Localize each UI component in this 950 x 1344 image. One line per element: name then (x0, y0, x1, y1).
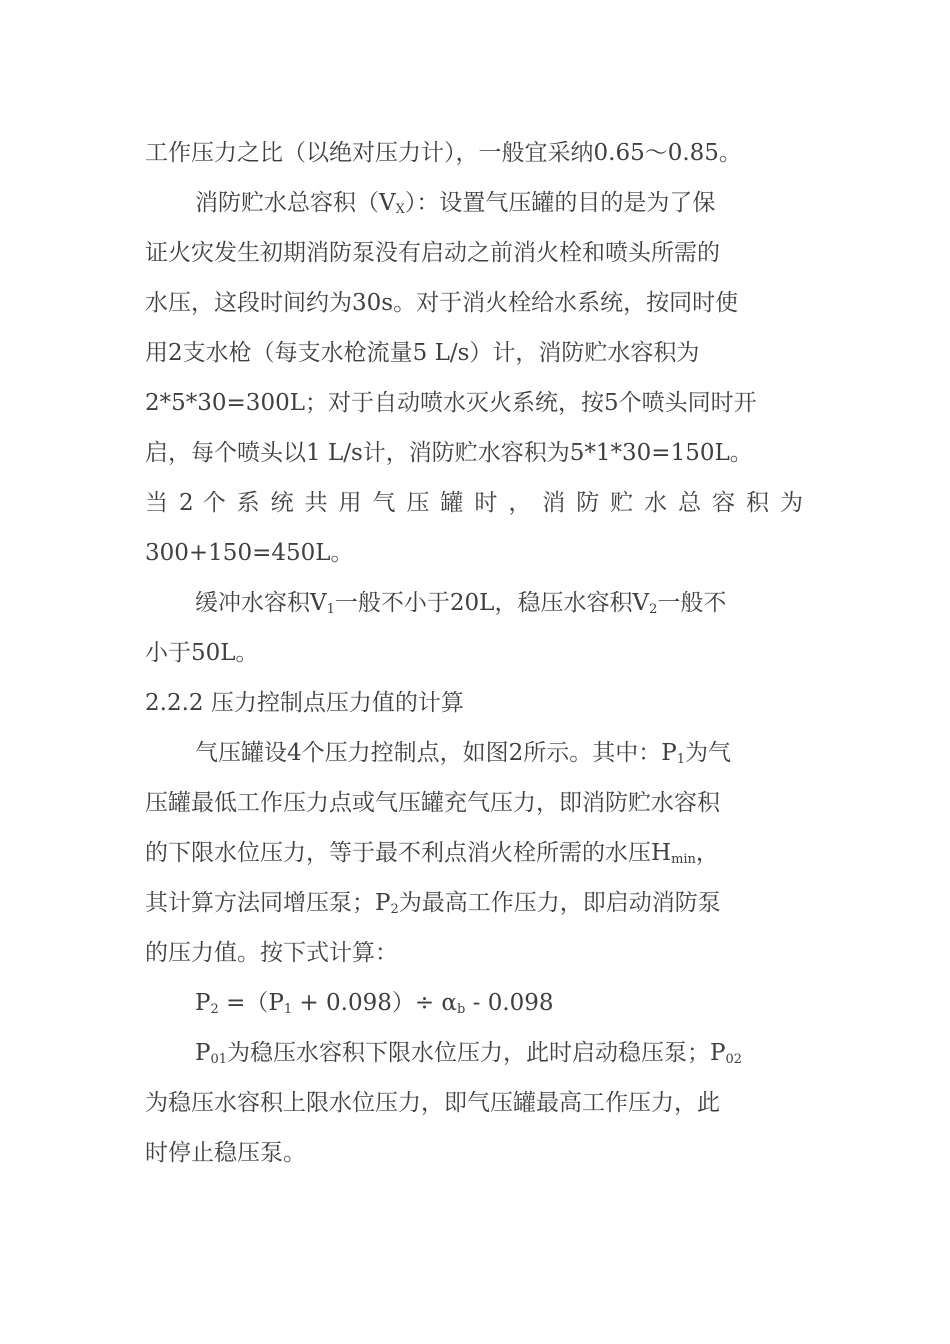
section-heading: 2.2.2 压力控制点压力值的计算 (145, 690, 464, 716)
text-line: 压罐最低工作压力点或气压罐充气压力，即消防贮水容积 (145, 790, 720, 816)
paragraph-stabilizing-pressure: $P_{01}$为稳压水容积下限水位压力，此时启动稳压泵；$P_{02}$ (195, 1040, 743, 1067)
text-line: 启，每个喷头以1 L/s计，消防贮水容积为5*1*30=150L。 (145, 440, 753, 466)
document-body (145, 128, 803, 1178)
text-line: 证火灾发生初期消防泵没有启动之前消火栓和喷头所需的 (145, 240, 720, 266)
text-line: 为稳压水容积上限水位压力，即气压罐最高工作压力，此 (145, 1090, 720, 1116)
formula-p2: $P_2 =(P_1 + 0.098)\div \alpha_b - 0.098$ (195, 990, 554, 1017)
text-line: 用2支水枪（每支水枪流量5 L/s）计，消防贮水容积为 (145, 340, 700, 366)
text-line: 小于50L。 (145, 640, 259, 666)
text-line: 的下限水位压力，等于最不利点消火栓所需的水压$H_{min}$， (145, 840, 719, 867)
text-line: 工作压力之比（以绝对压力计），一般宜采纳0.65～0.85。 (145, 140, 742, 166)
paragraph-buffer-volume: 缓冲水容积$V_1$一般不小于20L，稳压水容积$V_2$一般不 (195, 590, 727, 617)
text-line: 2*5*30=300L；对于自动喷水灭火系统，按5个喷头同时开 (145, 390, 757, 416)
paragraph-fire-storage-volume: 消防贮水总容积$(V_X)$：设置气压罐的目的是为了保 (195, 190, 716, 217)
text-line: 300+150=450L。 (145, 540, 354, 566)
text-line: 时停止稳压泵。 (145, 1140, 306, 1166)
text-line-justified: 当 2 个 系 统 共 用 气 压 罐 时 ， 消 防 贮 水 总 容 积 为 (145, 490, 803, 516)
paragraph-pressure-points: 气压罐设4个压力控制点，如图2所示。其中：$P_1$为气 (195, 740, 732, 767)
text-line: 其计算方法同增压泵；$P_2$为最高工作压力，即启动消防泵 (145, 890, 721, 917)
text-line: 水压，这段时间约为30s。对于消火栓给水系统，按同时使 (145, 290, 739, 316)
text-line: 的压力值。按下式计算： (145, 940, 398, 966)
